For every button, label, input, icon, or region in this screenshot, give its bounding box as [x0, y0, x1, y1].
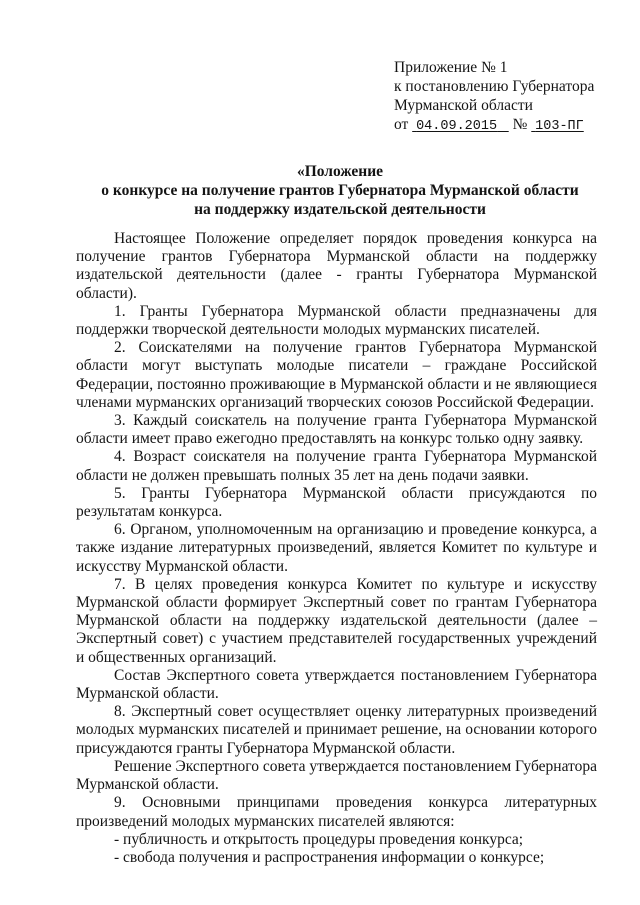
- title-line-3: на поддержку издательской деятельности: [194, 201, 486, 218]
- title-line-2: о конкурсе на получение грантов Губернатора Мурманской области: [101, 182, 579, 199]
- annex-date-line: [394, 115, 624, 136]
- number-field: [531, 116, 583, 133]
- annex-title: Приложение № 1: [394, 59, 508, 76]
- annex-region: Мурманской области: [394, 97, 533, 114]
- document-body: [76, 230, 597, 867]
- intro-paragraph: Настоящее Положение определяет порядок проведения конкурса на получение грантов Губернатора Мурманской области на поддержку издательской деятельности (далее - гранты Губернатора Мурманской области).: [76, 230, 597, 302]
- clause-9: 9. Основными принципами проведения конкурса литературных произведений молодых мурманских писателей являются:: [76, 794, 597, 830]
- clause-8: 8. Экспертный совет осуществляет оценку литературных произведений молодых мурманских писателей и принимает решение, на основании которого присуждаются гранты Губернатора Мурманской области.: [76, 703, 597, 757]
- date-value: 04.09.2015: [416, 119, 498, 134]
- number-prefix: №: [512, 116, 528, 133]
- annex-reference: к постановлению Губернатора: [394, 78, 595, 95]
- number-value: 103-ПГ: [535, 119, 584, 134]
- principle-item: - публичность и открытость процедуры проведения конкурса;: [114, 830, 524, 848]
- clause-2: 2. Соискателями на получение грантов Губернатора Мурманской области могут выступать молодые писатели – граждане Российской Федерации, постоянно проживающие в Мурманской области и не являющиеся членами мурманских организаций творческих союзов Российской Федерации.: [76, 339, 597, 411]
- clause-7-composition: Состав Экспертного совета утверждается постановлением Губернатора Мурманской области.: [76, 666, 597, 703]
- date-prefix: от: [394, 116, 409, 133]
- title-line-1: «Положение: [296, 163, 384, 180]
- clause-4: 4. Возраст соискателя на получение гранта Губернатора Мурманской области не должен превышать полных 35 лет на день подачи заявки.: [76, 448, 597, 484]
- principle-item: - свобода получения и распространения информации о конкурсе;: [114, 848, 545, 866]
- document-title: [60, 162, 620, 219]
- clause-7: 7. В целях проведения конкурса Комитет по культуре и искусству Мурманской области формирует Экспертный совет по грантам Губернатора Мурманской области на поддержку издательской деятельности (далее – Экспертный совет) с участием представителей государственных учреждений и общественных организаций.: [76, 575, 597, 666]
- clause-3: 3. Каждый соискатель на получение гранта Губернатора Мурманской области имеет право ежегодно предоставлять на конкурс только одну заявку.: [76, 412, 597, 448]
- annex-block: [394, 58, 624, 136]
- clause-1: 1. Гранты Губернатора Мурманской области предназначены для поддержки творческой деятельности молодых мурманских писателей.: [76, 302, 597, 339]
- clause-6: 6. Органом, уполномоченным на организацию и проведение конкурса, а также издание литературных произведений, является Комитет по культуре и искусству Мурманской области.: [76, 521, 597, 575]
- clause-5: 5. Гранты Губернатора Мурманской области присуждаются по результатам конкурса.: [76, 484, 597, 521]
- date-field: [412, 116, 509, 133]
- clause-8-decision: Решение Экспертного совета утверждается постановлением Губернатора Мурманской области.: [76, 757, 597, 794]
